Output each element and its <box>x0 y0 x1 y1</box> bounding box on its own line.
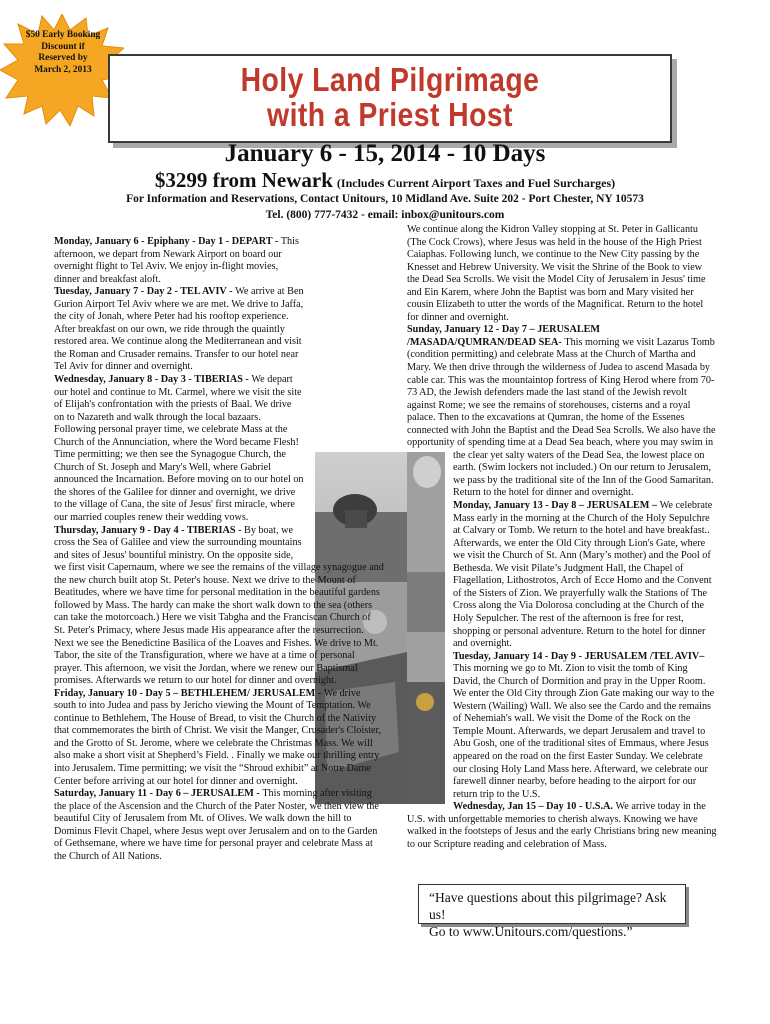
page-title: Holy Land Pilgrimage <box>240 61 540 98</box>
early-booking-text <box>14 30 112 76</box>
contact-phone-email: Tel. (800) 777-7432 - email: inbox@unitours.com <box>265 209 505 221</box>
day-text: We arrive today in the U.S. with unforgettable memories to cherish always. Knowing we have walked in the footsteps of Jesus and the early Christians bring new meaning to our Scripture reading and celebration of Mass. <box>407 801 717 850</box>
trip-dates: January 6 - 15, 2014 - 10 Days <box>224 140 546 167</box>
day-heading: Wednesday, Jan 15 – Day 10 - U.S.A. <box>453 801 616 813</box>
day-heading: Saturday, January 11 - Day 6 – JERUSALEM - <box>54 788 263 800</box>
early-booking-starburst <box>0 14 124 126</box>
day-heading: Monday, January 13 - Day 8 – JERUSALEM – <box>453 500 660 512</box>
questions-line: “Have questions about this pilgrimage? Ask us! <box>429 890 667 922</box>
day-heading: Tuesday, January 7 - Day 2 - TEL AVIV - <box>54 286 236 298</box>
day-text: We celebrate Mass early in the morning at the Church of the Holy Sepulchre at Calvary or Tomb. We return to the hotel and have breakfast.. Afterwards, we enter the Old City through Lion's Gate, where we visit the Church of St. Ann (Mary’s mother) and the Pool of Bethesda. We visit Pilate’s Judgment Hall, the Chapel of Flagellation, Lithostrotos, Arch of Ecce Homo and the Convent of the Sisters of Zion. We prayerfully walk the Stations of The Cross along the Via Dolorosa concluding at the Church of the Holy Sepulcher. The rest of the afternoon is free for rest, shopping or personal adventure. Return to the hotel for dinner and overnight. <box>453 500 713 650</box>
promo-line: $50 Early Booking <box>25 30 101 40</box>
day-text: This morning after visiting the place of the Ascension and the Church of the Pater Noster, we then view the beautiful City of Jerusalem from Mt. of Olives. We walk down the hill to Dominus Flevit Chapel, where Jesus wept over Jerusalem and on to the Garden of Gethsemane, where we have time for personal prayer and celebrate Mass at the Church of All Nations. <box>54 788 379 862</box>
itinerary-day <box>407 651 717 802</box>
itinerary-day <box>407 324 717 500</box>
day-text: This morning we go to Mt. Zion to visit the tomb of King David, the Church of Dormition and pray in the Upper Room. We enter the Old City through Zion Gate making our way to the Western (Wailing) Wall. We also see the Cardo and the remains of Nehemiah's wall. We visit the Dome of the Rock on the Temple Mount. Afterwards, we depart Jerusalem and travel to Abu Gosh, one of the traditional sites of Emmaus, where Jesus appeared on the road on the first Easter Sunday. We celebrate our closing Holy Land Mass here. Afterward, we celebrate our farewell dinner nearby, before heading to the airport for our return trip to the U.S. <box>453 663 715 800</box>
price: $3299 from Newark <box>154 168 333 192</box>
promo-line: Reserved by <box>38 53 88 63</box>
day-heading: Sunday, January 12 - Day 7 – JERUSALEM /MASADA/QUMRAN/DEAD SEA- <box>407 324 601 348</box>
page-subtitle: with a Priest Host <box>267 96 513 133</box>
promo-line: Discount if <box>41 41 85 52</box>
itinerary-day <box>54 688 384 788</box>
itinerary-right-column <box>407 224 717 851</box>
day-text: This afternoon, we depart from Newark Airport on board our overnight flight to Tel Aviv. We enjoy in-flight movies, dinner and breakfast aloft. <box>54 236 299 285</box>
questions-callout <box>418 884 686 939</box>
day-text: This morning we visit Lazarus Tomb (condition permitting) and celebrate Mass at the Church of Martha and Mary. We then drive through the wilderness of Judea to ascend Masada by cable car. This was the mountaintop fortress of King Herod where from 70-73 AD, the Jewish defenders made the last stand of the Jewish revolt against Rome; we see the remains of storehouses, cisterns and a royal palace. Then to the excavations at Qumran, the home of the Essenes connected with John the Baptist and the Dead Sea Scrolls. We also have the opportunity of spending time at a Dead Sea beach, where you may swim in the clear yet salty waters of the Dead Sea, the lowest place on earth. (Swim lockers not included.) On our return to Jerusalem, we pass by the traditional site of the Inn of the Good Samaritan. Return to the hotel for dinner and overnight. <box>407 336 716 499</box>
day-heading: Friday, January 10 - Day 5 – BETHLEHEM/ JERUSALEM - <box>54 687 324 699</box>
itinerary-day <box>407 224 717 324</box>
day-text: We depart our hotel and continue to Mt. Carmel, where we visit the site of Elijah's confrontation with the priests of Baal. We drive on to Nazareth and walk through the local bazaars. Following personal prayer time, we celebrate Mass at the Church of the Annunciation, where the Word became Flesh! Time permitting; we then see the Synagogue Church, the Church of St. Joseph and Mary's Well, where Gabriel announced the Incarnation. Before moving on to our hotel on the shores of the Galilee for dinner and overnight, we drive to the village of Cana, the site of Jesus' first miracle, where our married couples renew their wedding vows. <box>54 374 304 524</box>
price-line <box>0 168 770 193</box>
day-heading: Monday, January 6 - Epiphany - Day 1 - DEPART - <box>54 236 281 247</box>
questions-link[interactable]: Go to www.Unitours.com/questions.” <box>429 924 633 939</box>
itinerary-day <box>407 500 717 651</box>
promo-line: March 2, 2013 <box>34 64 92 75</box>
day-text: By boat, we cross the Sea of Galilee and view the surrounding mountains and sites of Jesus' bountiful ministry. On the opposite side, we first visit Capernaum, where we see the remains of the village synagogue and the new church built atop St. Peter's house. Next we drive to the Mount of Beatitudes, where we have time for personal meditation in the beautiful gardens followed by Mass. The hardy can make the short walk down to the sea (others can take the motorcoach.) Here we visit Tabgha and the Franciscan Church of St. Peter's Primacy, where Jesus made His appearance after the resurrection. Next we see the Benedictine Basilica of the Loaves and Fishes. We drive to Mt. Tabor, the site of the Transfiguration, where we have at a time of personal prayer. This afternoon, we visit the Jordan, where we renew our Baptismal promises. Afterwards we return to our hotel for dinner and overnight. <box>54 524 384 687</box>
day-text: We continue along the Kidron Valley stopping at St. Peter in Gallicantu (The Cock Crows), where Jesus was held in the house of the High Priest Caiaphas. Following lunch, we continue to the New City passing by the Knesset and Hebrew University. We visit the Shrine of the Book to view the Dead Sea Scrolls. We visit the Model City of Jerusalem in Jesus' time and Ein Karem, where John the Baptist was born and Mary visited her cousin Elizabeth to utter the words of the Magnificat. Return to the hotel for dinner and overnight. <box>407 224 706 323</box>
itinerary-day <box>407 801 717 851</box>
day-heading: Wednesday, January 8 - Day 3 - TIBERIAS - <box>54 374 252 386</box>
itinerary-left-column <box>54 236 384 863</box>
title-box <box>108 54 672 143</box>
price-note: (Includes Current Airport Taxes and Fuel Surcharges) <box>336 176 616 190</box>
itinerary-day <box>54 788 384 863</box>
day-heading: Tuesday, January 14 - Day 9 - JERUSALEM /TEL AVIV– <box>453 650 705 662</box>
day-heading: Thursday, January 9 - Day 4 - TIBERIAS - <box>54 524 245 536</box>
day-text: We drive south to into Judea and pass by Jericho viewing the Mount of Temptation. We continue to Bethlehem, The House of Bread, to visit the Church of the Nativity that commemorates the birth of Christ. We visit the Manger, Crusader's Cloister, and the Grotto of St. Jerome, where we celebrate the Christmas Mass. We will also make a short visit at Shepherd’s Field. . Finally we make our thrilling entry into Jerusalem. Time permitting; we visit the “Shroud exhibit” at Notre Dame Center before arriving at our hotel for dinner and overnight. <box>54 687 382 787</box>
day-text: We arrive at Ben Gurion Airport Tel Aviv where we are met. We drive to Jaffa, the city of Jonah, where Peter had his rooftop experience. After breakfast on our own, we ride through the quaintly restored area. We continue along the Mediterranean and visit the Roman and Crusader remains. Transfer to our hotel near Tel Aviv for dinner and overnight. <box>54 286 304 373</box>
contact-info: For Information and Reservations, Contact Unitours, 10 Midland Ave. Suite 202 - Port Chester, NY 10573 <box>126 193 644 205</box>
